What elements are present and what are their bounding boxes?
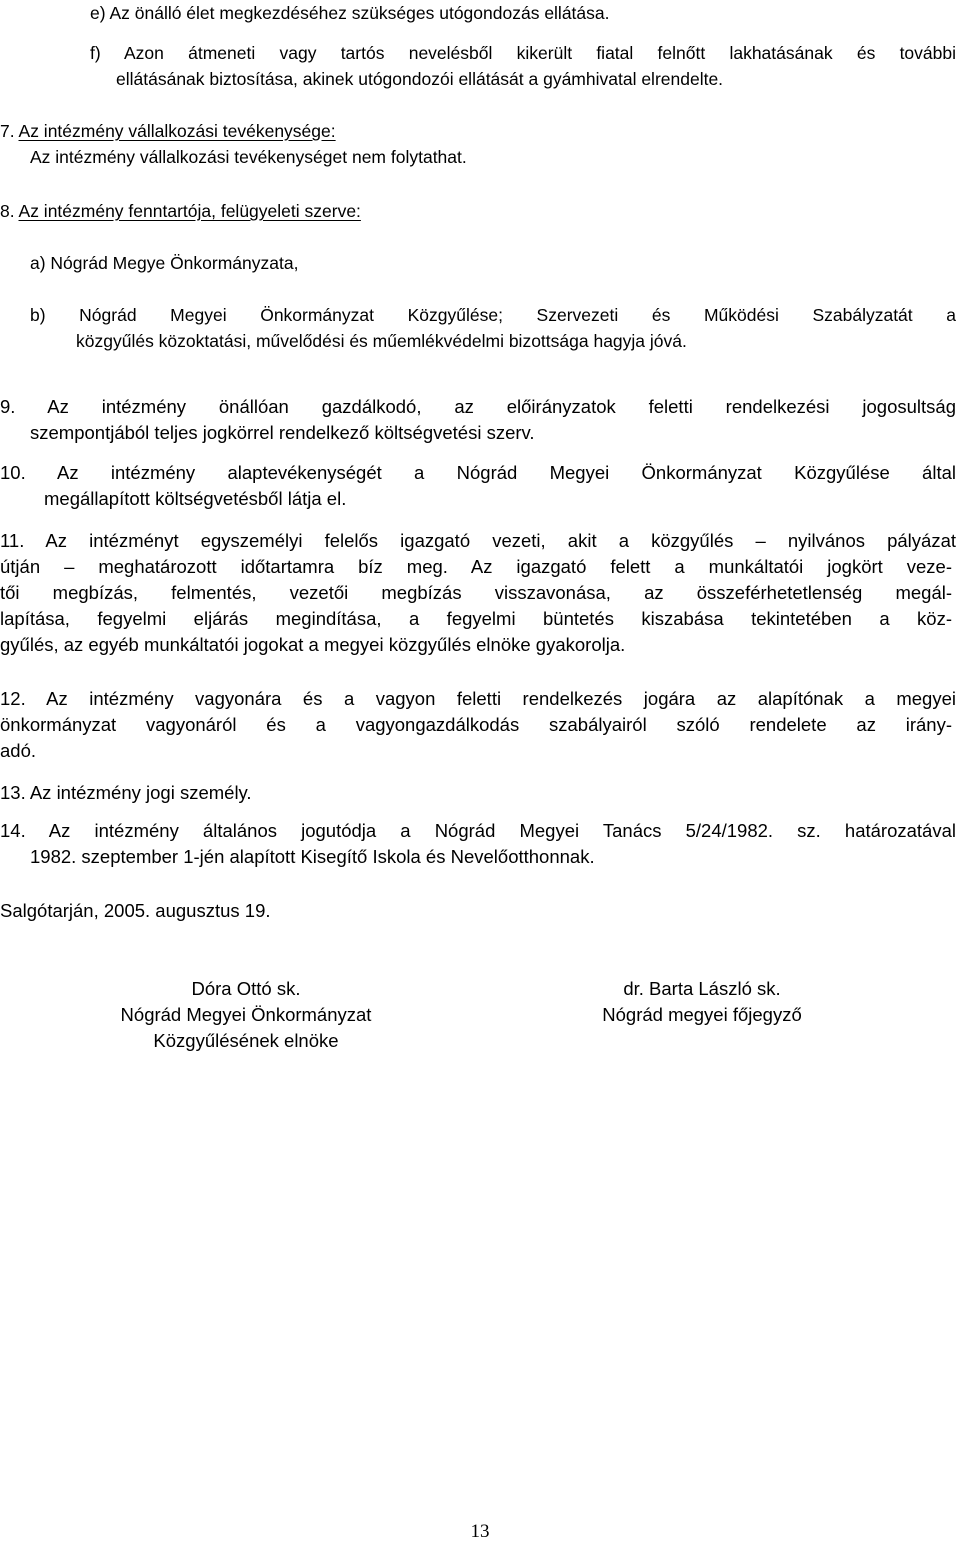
section-7-heading-line <box>0 118 336 144</box>
section-12-line-2: önkormányzat vagyonáról és a vagyongazdálkodás szabályairól szóló rendelete az irány- <box>0 714 952 735</box>
section-12-line-1: 12. Az intézmény vagyonára és a vagyon feletti rendelkezés jogára az alapítónak a megyei <box>0 688 956 709</box>
section-11-line-4: lapítása, fegyelmi eljárás megindítása, a fegyelmi büntetés kiszabása tekintetében a köz- <box>0 608 952 629</box>
section-14-line-2: 1982. szeptember 1-jén alapított Kisegítő Iskola és Nevelőotthonnak. <box>30 846 595 867</box>
signature-left-title-2: Közgyűlésének elnöke <box>153 1030 339 1051</box>
section-8-number: 8. <box>0 201 15 221</box>
section-10-line-2: megállapított költségvetésből látja el. <box>44 488 347 509</box>
item-e-line-1: e) Az önálló élet megkezdéséhez szükséges utógondozás ellátása. <box>90 3 610 23</box>
section-14-line-1: 14. Az intézmény általános jogutódja a Nógrád Megyei Tanács 5/24/1982. sz. határozatával <box>0 820 956 841</box>
signature-left-title-1: Nógrád Megyei Önkormányzat <box>120 1004 372 1025</box>
section-9-line-2: szempontjából teljes jogkörrel rendelkező költségvetési szerv. <box>30 422 535 443</box>
place-date: Salgótarján, 2005. augusztus 19. <box>0 900 271 921</box>
signature-left <box>70 976 422 1054</box>
section-11-line-2: útján – meghatározott időtartamra bíz meg. Az igazgató felett a munkáltatói jogkört veze- <box>0 556 952 577</box>
signature-right <box>552 976 852 1028</box>
section-13-line-1: 13. Az intézmény jogi személy. <box>0 782 252 803</box>
section-8-heading: Az intézmény fenntartója, felügyeleti szerve: <box>18 201 361 221</box>
section-9-line-1: 9. Az intézmény önállóan gazdálkodó, az előirányzatok feletti rendelkezési jogosultság <box>0 396 956 417</box>
section-8-item-a: a) Nógrád Megye Önkormányzata, <box>30 253 299 273</box>
signature-left-name: Dóra Ottó sk. <box>191 978 301 999</box>
item-f-line-2: ellátásának biztosítása, akinek utógondozói ellátását a gyámhivatal elrendelte. <box>116 69 724 89</box>
section-12-line-3: adó. <box>0 740 37 761</box>
section-7-heading: Az intézmény vállalkozási tevékenysége: <box>18 121 336 141</box>
section-10-line-1: 10. Az intézmény alaptevékenységét a Nógrád Megyei Önkormányzat Közgyűlése által <box>0 462 956 483</box>
section-11-line-1: 11. Az intézményt egyszemélyi felelős igazgató vezeti, akit a közgyűlés – nyilvános pályázat <box>0 530 956 551</box>
item-f-line-1: f) Azon átmeneti vagy tartós nevelésből kikerült fiatal felnőtt lakhatásának és további <box>90 43 956 63</box>
signature-right-title-1: Nógrád megyei főjegyző <box>602 1004 802 1025</box>
section-11-line-3: tői megbízás, felmentés, vezetői megbízás visszavonása, az összeférhetetlenség megál- <box>0 582 952 603</box>
signature-right-name: dr. Barta László sk. <box>623 978 781 999</box>
section-7-text: Az intézmény vállalkozási tevékenységet nem folytathat. <box>30 147 467 167</box>
section-8-heading-line <box>0 198 361 224</box>
section-8-item-b-line-2: közgyűlés közoktatási, művelődési és műemlékvédelmi bizottsága hagyja jóvá. <box>76 331 687 351</box>
section-7-number: 7. <box>0 121 15 141</box>
page-number: 13 <box>470 1521 490 1542</box>
section-8-item-b-line-1: b) Nógrád Megyei Önkormányzat Közgyűlése; Szervezeti és Működési Szabályzatát a <box>30 305 956 325</box>
section-11-line-5: gyűlés, az egyéb munkáltatói jogokat a megyei közgyűlés elnöke gyakorolja. <box>0 634 626 655</box>
